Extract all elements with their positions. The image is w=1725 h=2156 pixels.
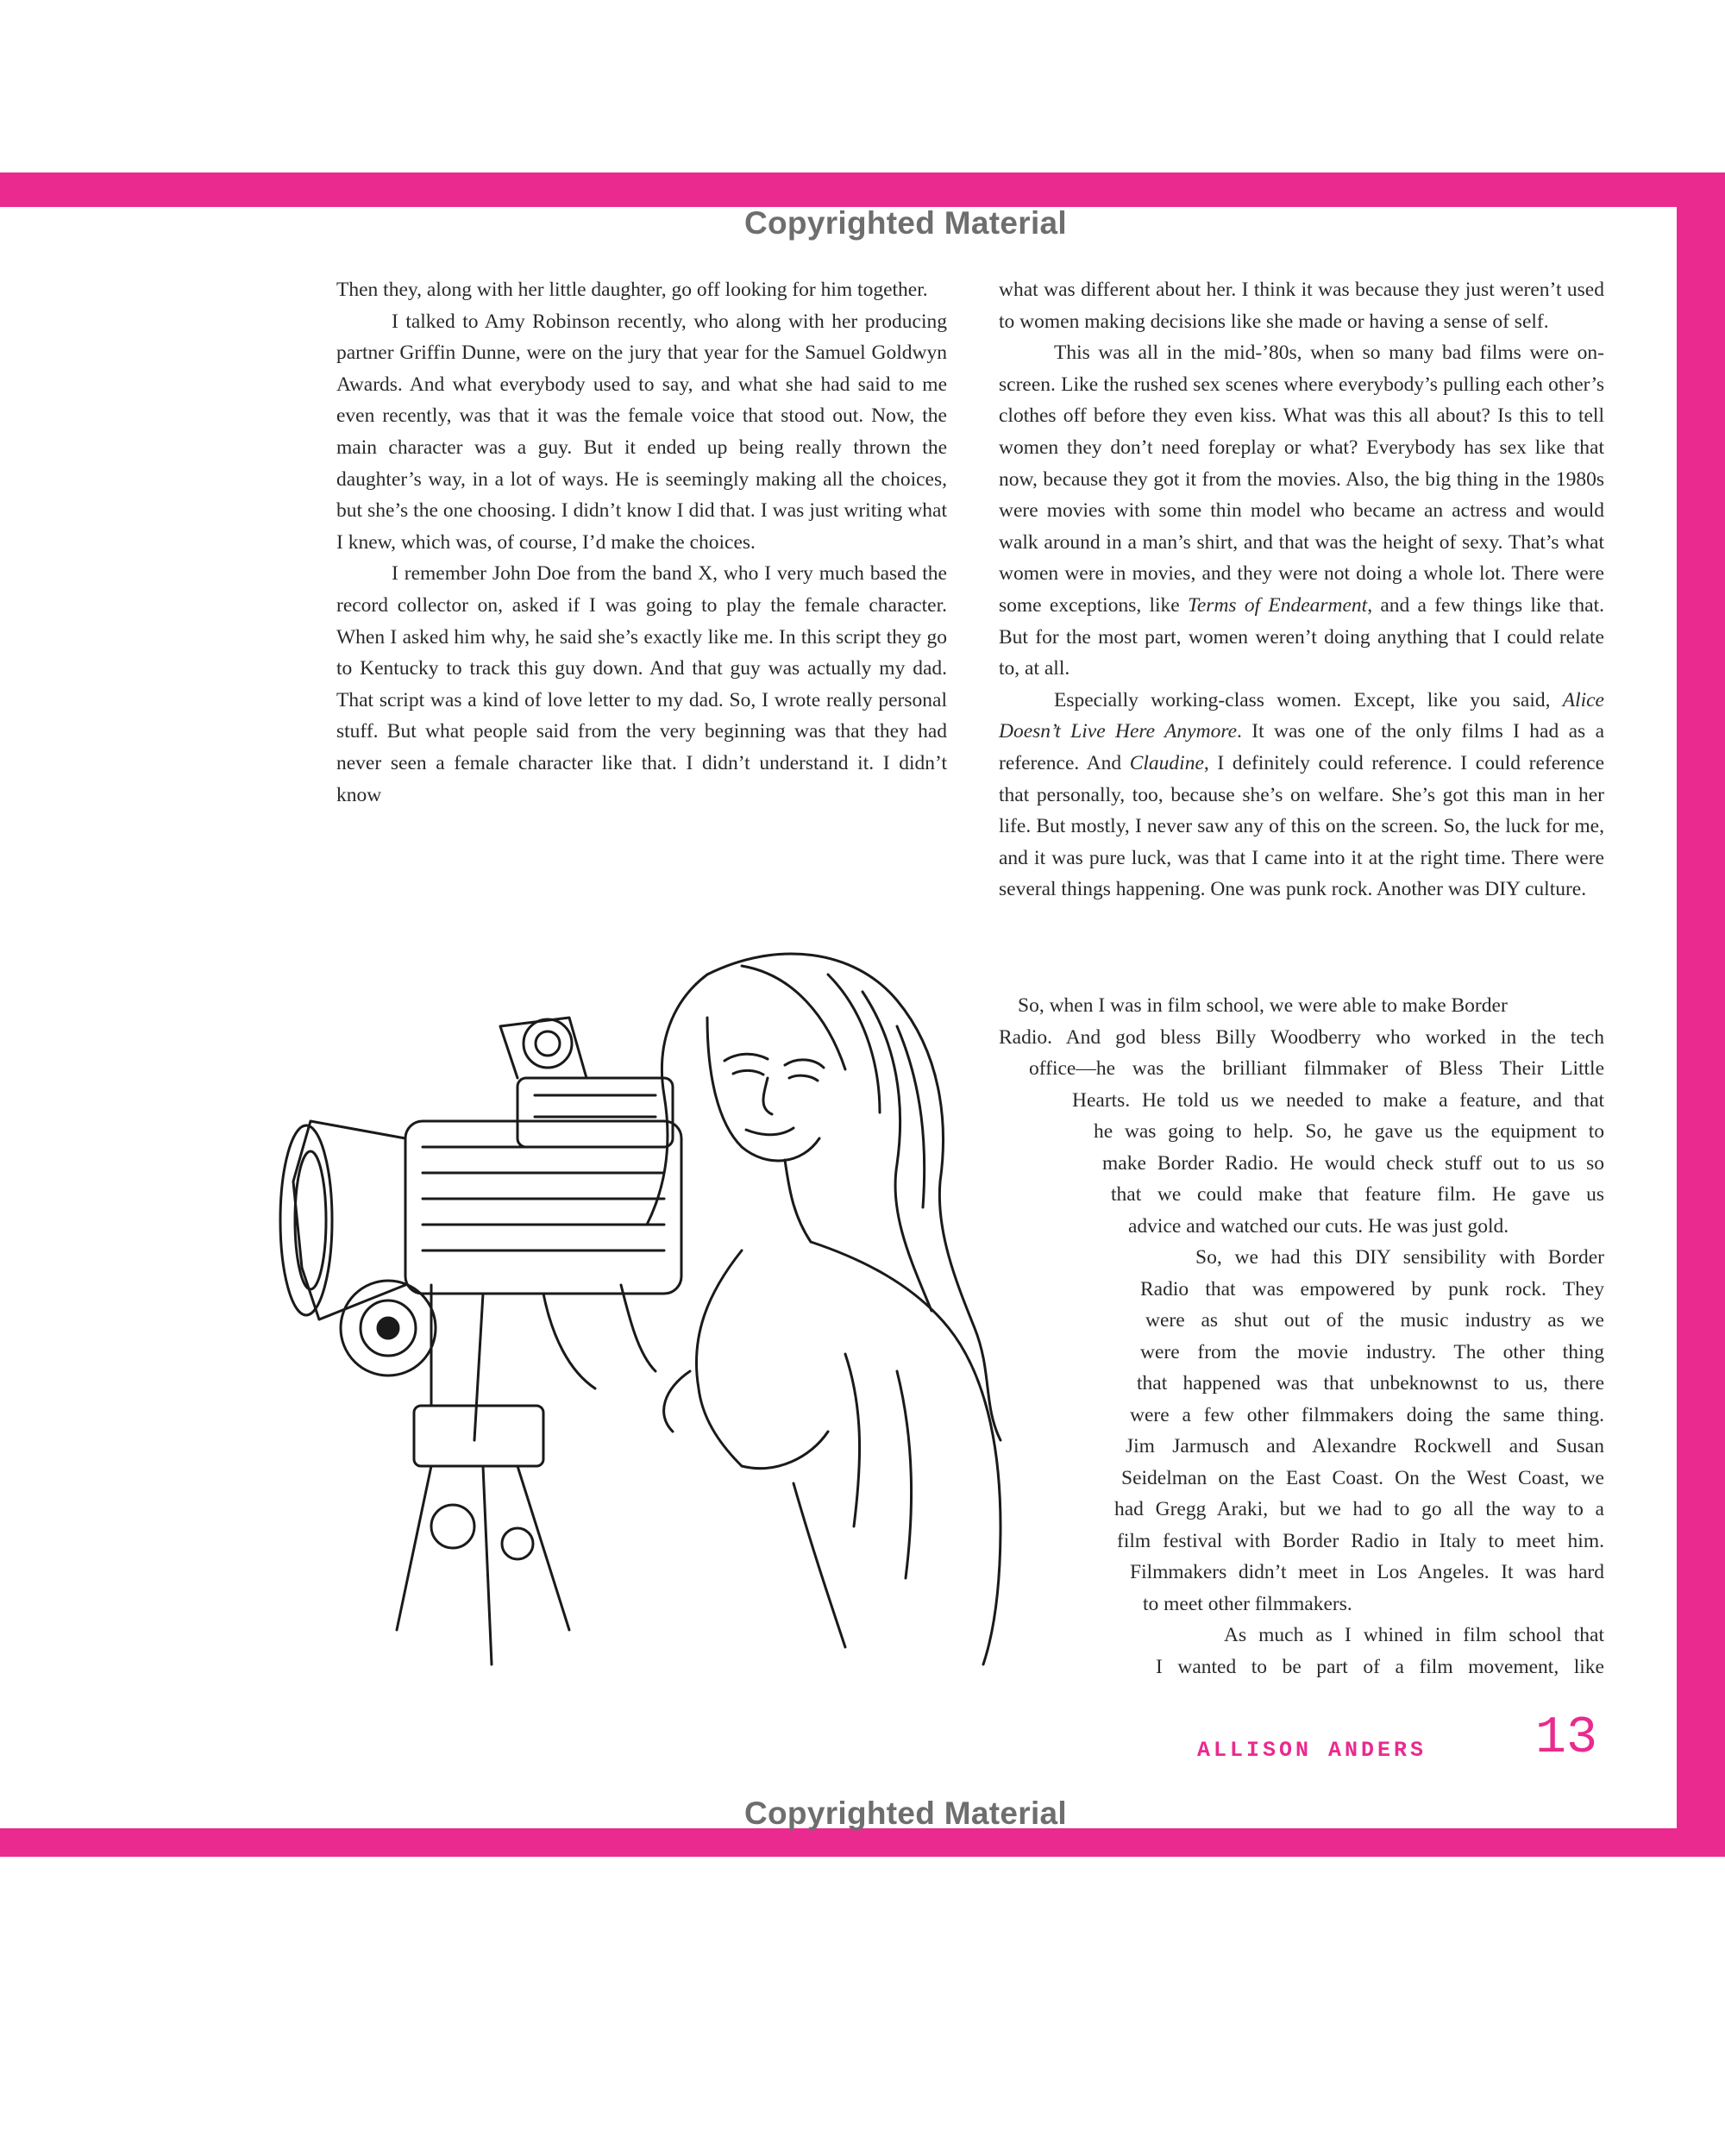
right-column [999,274,1604,906]
paragraph: Especially working-class women. Except, like you said, Alice Doesn’t Live Here Anymore. It was one of the only films I had as a reference. And Claudine, I definitely could reference. I could reference that personally, too, because she’s on welfare. She’s got this man in her life. But mostly, I never saw any of this on the screen. So, the luck for me, and it was pure luck, was that I came into it at the right time. There were several things happening. One was punk rock. Another was DIY culture. [999,688,1604,901]
text-line: were as shut out of the music industry as we [1145,1309,1604,1332]
text-line: make Border Radio. He would check stuff out to us so [1102,1152,1604,1175]
text-line: Hearts. He told us we needed to make a feature, and that [1072,1089,1604,1112]
watermark-top: Copyrighted Material [744,205,1067,241]
paragraph: This was all in the mid-’80s, when so many bad films were on-screen. Like the rushed sex scenes where everybody’s pulling each other’s clothes off before they even kiss. What was this all about? Is this to tell women they don’t need foreplay or what? Everybody has sex like that now, because they got it from the movies. Also, the big thing in the 1980s were movies with some thin model who became an actress and would walk around in a man’s shirt, and that was the height of sexy. That’s what women were in movies, and they were not doing a whole lot. There were some exceptions, like Terms of Endearment, and a few things like that. But for the most part, women weren’t doing anything that I could relate to, at all. [999,342,1604,680]
text-line: I wanted to be part of a film movement, like [1156,1656,1604,1678]
page-number: 13 [1535,1709,1598,1768]
text-line: were from the movie industry. The other thing [1140,1341,1604,1363]
text-line: Jim Jarmusch and Alexandre Rockwell and Susan [1126,1435,1604,1457]
text-line: Filmmakers didn’t meet in Los Angeles. It was hard [1130,1561,1604,1583]
paragraph: I remember John Doe from the band X, who I very much based the record collector on, asked if I was going to play the female character. When I asked him why, he said she’s exactly like me. In this script they go to Kentucky to track this guy down. And that guy was actually my dad. That script was a kind of love letter to my dad. So, I wrote really personal stuff. But what people said from the very beginning was that they had never seen a female character like that. I didn’t understand it. I didn’t know [336,562,947,806]
text-line: that we could make that feature film. He gave us [1111,1183,1604,1206]
text-line: As much as I whined in film school that [1224,1624,1604,1646]
text-line: he was going to help. So, he gave us the equipment to [1094,1120,1604,1143]
watermark-bottom: Copyrighted Material [744,1796,1067,1831]
left-column [336,274,947,811]
paragraph: what was different about her. I think it was because they just weren’t used to women making decisions like she made or having a sense of self. [999,279,1604,333]
text-line: to meet other filmmakers. [1143,1593,1352,1615]
camerawoman-illustration [259,923,1052,1699]
text-line: advice and watched our cuts. He was just gold. [1128,1215,1509,1238]
text-line: office—he was the brilliant filmmaker of Bless Their Little [1029,1057,1604,1080]
paragraph: I talked to Amy Robinson recently, who along with her producing partner Griffin Dunne, were on the jury that year for the Samuel Goldwyn Awards. And what everybody used to say, and what she had said to me even recently, was that it was the female voice that stood out. Now, the main character was a guy. But it ended up being really thrown the daughter’s way, in a lot of ways. He is seemingly making all the choices, but she’s the one choosing. I didn’t know I did that. I was just writing what I knew, which was, of course, I’d make the choices. [336,310,947,554]
text-line: Seidelman on the East Coast. On the West Coast, we [1121,1467,1604,1489]
text-line: were a few other filmmakers doing the same thing. [1130,1404,1604,1426]
text-line: film festival with Border Radio in Italy to meet him. [1117,1530,1604,1552]
text-line: had Gregg Araki, but we had to go all the way to a [1114,1498,1604,1520]
text-line: that happened was that unbeknownst to us, there [1137,1372,1604,1395]
text-line: So, we had this DIY sensibility with Border [1195,1246,1604,1269]
text-line: Radio that was empowered by punk rock. They [1140,1278,1604,1300]
paragraph: Then they, along with her little daughter, go off looking for him together. [336,279,928,301]
text-line: Radio. And god bless Billy Woodberry who worked in the tech [999,1026,1604,1049]
running-footer-author: ALLISON ANDERS [1197,1738,1427,1763]
text-line: So, when I was in film school, we were able to make Border [1018,994,1508,1017]
